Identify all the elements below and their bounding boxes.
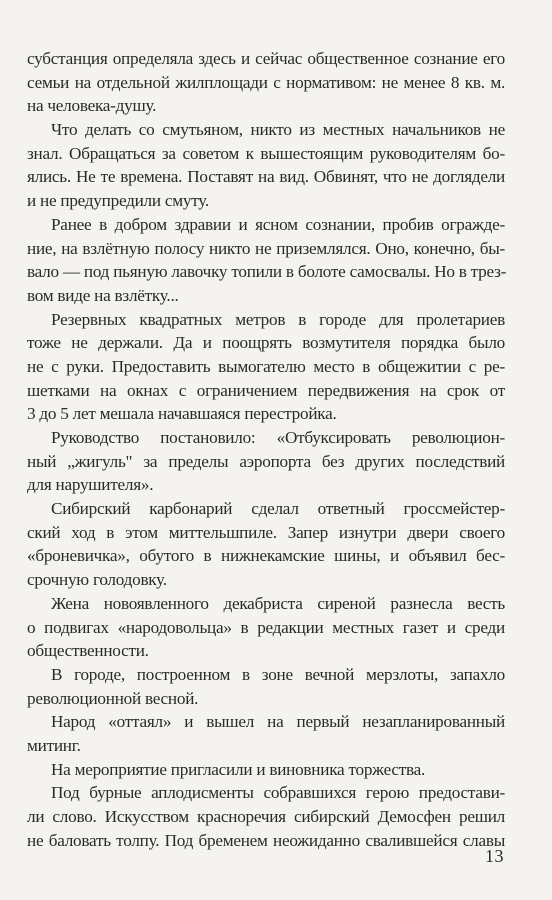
text-line: срочную голодовку. bbox=[27, 570, 167, 590]
text-line: митинг. bbox=[27, 735, 81, 755]
text-line: «броневичка», обутого в нижнекамские шины, и объявил бес- bbox=[27, 546, 505, 566]
text-line: Народ «оттаял» и вышел на первый незапланированный bbox=[51, 712, 505, 732]
text-line: 3 до 5 лет мешала начавшаяся перестройка. bbox=[27, 404, 337, 424]
text-line: субстанция определяла здесь и сейчас общественное сознание его bbox=[27, 49, 505, 68]
text-line: Сибирский карбонарий сделал ответный гроссмейстер- bbox=[51, 499, 505, 519]
body-text bbox=[27, 47, 505, 852]
text-line: вом виде на взлётку... bbox=[27, 285, 179, 305]
text-line: на человека-душу. bbox=[27, 96, 157, 116]
text-line: ние, на взлётную полосу никто не приземлялся. Оно, конечно, бы- bbox=[27, 238, 505, 258]
text-line: В городе, построенном в зоне вечной мерзлоты, запахло bbox=[51, 664, 505, 684]
text-line: знал. Обращаться за советом к вышестоящим руководителям бо- bbox=[27, 143, 505, 163]
text-line: для нарушителя». bbox=[27, 475, 154, 495]
text-line: общественности. bbox=[27, 641, 149, 661]
text-line: шетками на окнах с ограничением передвижения на срок от bbox=[27, 380, 505, 400]
text-line: о подвигах «народовольца» в редакции местных газет и среди bbox=[27, 617, 505, 637]
text-line: На мероприятие пригласили и виновника торжества. bbox=[51, 759, 426, 779]
text-line: и не предупредили смуту. bbox=[27, 191, 209, 211]
text-line: не с руки. Предоставить вымогателю место в общежитии с ре- bbox=[27, 356, 505, 376]
page-number: 13 bbox=[485, 846, 504, 866]
text-line: Резервных квадратных метров в городе для пролетариев bbox=[51, 309, 505, 329]
text-line: вало — под пьяную лавочку топили в болоте самосвалы. Но в трез- bbox=[27, 262, 507, 282]
text-line: Что делать со смутьяном, никто из местных начальников не bbox=[51, 120, 505, 140]
text-line: революционной весной. bbox=[27, 688, 199, 708]
text-line: Жена новоявленного декабриста сиреной разнесла весть bbox=[51, 593, 505, 613]
text-line: ный „жигуль" за пределы аэропорта без других последствий bbox=[27, 451, 505, 471]
text-line: ли слово. Искусством красноречия сибирский Демосфен решил bbox=[27, 807, 505, 826]
text-line: ялись. Не те времена. Поставят на вид. Обвинят, что не доглядели bbox=[27, 167, 505, 187]
text-line: Под бурные аплодисменты собравшихся герою предостави- bbox=[51, 783, 505, 803]
text-line: семьи на отдельной жилплощади с нормативом: не менее 8 кв. м. bbox=[27, 72, 505, 92]
text-line: тоже не держали. Да и поощрять возмутителя порядка было bbox=[27, 333, 505, 353]
text-line: Руководство постановило: «Отбуксировать революцион- bbox=[51, 428, 505, 447]
text-line: ский ход в этом миттельшпиле. Запер изнутри двери своего bbox=[27, 522, 505, 542]
text-line: Ранее в добром здравии и ясном сознании, пробив огражде- bbox=[51, 214, 505, 234]
text-line: не баловать толпу. Под бременем неожиданно свалившейся славы bbox=[27, 830, 505, 850]
